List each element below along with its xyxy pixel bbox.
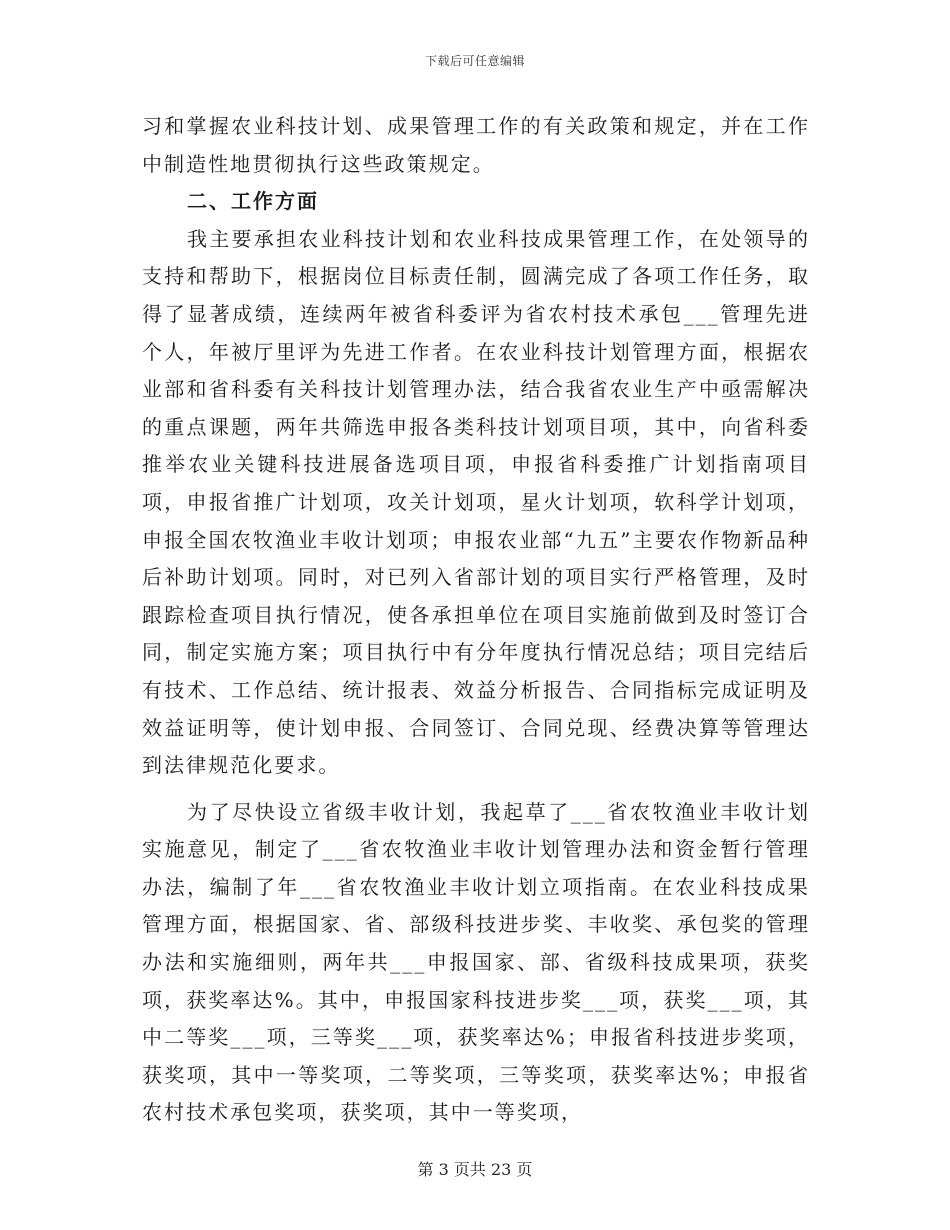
page-number: 第 3 页共 23 页 <box>417 1160 533 1179</box>
paragraph-harvest-plan: 为了尽快设立省级丰收计划，我起草了___省农牧渔业丰收计划实施意见，制定了___省农牧渔业丰收计划管理办法和资金暂行管理办法，编制了年___省农牧渔业丰收计划立项指南。在农业科技成果管理方面，根据国家、省、部级科技进步奖、丰收奖、承包奖的管理办法和实施细则，两年共___申报国家、部、省级科技成果项，获奖项，获奖率达%。其中，申报国家科技进步奖___项，获奖___项，其中二等奖___项，三等奖___项，获奖率达%；申报省科技进步奖项，获奖项，其中一等奖项，二等奖项，三等奖项，获奖率达%；申报省农村技术承包奖项，获奖项，其中一等奖项， <box>142 799 810 1125</box>
section-heading: 二、工作方面 <box>187 189 319 214</box>
page-header: 下载后可任意编辑 <box>424 54 525 68</box>
paragraph-continued: 习和掌握农业科技计划、成果管理工作的有关政策和规定，并在工作中制造性地贯彻执行这些政策规定。 <box>142 114 810 176</box>
document-body <box>142 108 810 1132</box>
paragraph-work-aspects: 我主要承担农业科技计划和农业科技成果管理工作，在处领导的支持和帮助下，根据岗位目标责任制，圆满完成了各项工作任务，取得了显著成绩，连续两年被省科委评为省农村技术承包___管理先进个人，年被厅里评为先进工作者。在农业科技计划管理方面，根据农业部和省科委有关科技计划管理办法，结合我省农业生产中亟需解决的重点课题，两年共筛选申报各类科技计划项目项，其中，向省科委推举农业关键科技进展备选项目项，申报省科委推广计划指南项目项，申报省推广计划项，攻关计划项，星火计划项，软科学计划项，申报全国农牧渔业丰收计划项；申报农业部“九五”主要农作物新品种后补助计划项。同时，对已列入省部计划的项目实行严格管理，及时跟踪检查项目执行情况，使各承担单位在项目实施前做到及时签订合同，制定实施方案；项目执行中有分年度执行情况总结；项目完结后有技术、工作总结、统计报表、效益分析报告、合同指标完成证明及效益证明等，使计划申报、合同签订、合同兑现、经费决算等管理达到法律规范化要求。 <box>142 226 810 778</box>
